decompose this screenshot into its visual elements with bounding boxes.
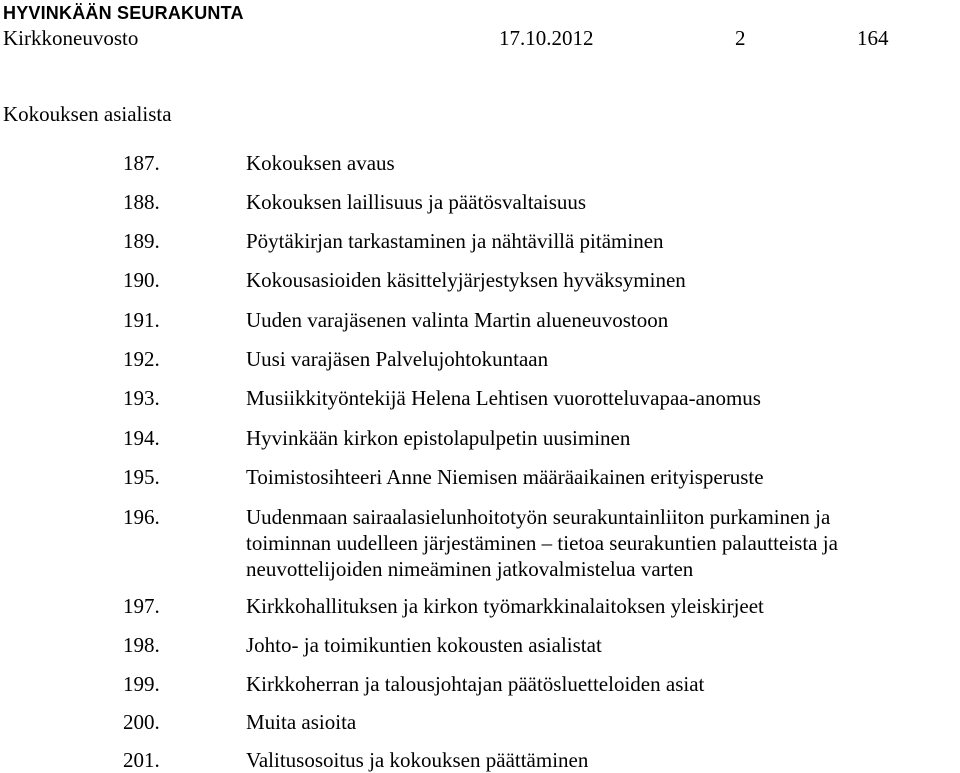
section-number: 2 [735, 26, 746, 50]
agenda-item-title: Valitusosoitus ja kokouksen päättäminen [246, 748, 589, 772]
agenda-item-number: 201. [123, 748, 160, 772]
agenda-item-title: Musiikkityöntekijä Helena Lehtisen vuorotteluvapaa-anomus [246, 386, 761, 410]
agenda-item-title: Johto- ja toimikuntien kokousten asialistat [246, 633, 602, 657]
governing-body: Kirkkoneuvosto [3, 26, 139, 50]
agenda-item-title: Uusi varajäsen Palvelujohtokuntaan [246, 347, 549, 371]
agenda-item-number: 194. [123, 426, 160, 450]
meeting-date: 17.10.2012 [499, 26, 594, 50]
agenda-item-title: Muita asioita [246, 710, 357, 734]
agenda-item-number: 187. [123, 151, 160, 175]
agenda-item-number: 198. [123, 633, 160, 657]
agenda-item-title: Pöytäkirjan tarkastaminen ja nähtävillä pitäminen [246, 229, 664, 253]
organization-name: HYVINKÄÄN SEURAKUNTA [3, 3, 244, 23]
agenda-title: Kokouksen asialista [3, 102, 172, 126]
agenda-item-number: 197. [123, 594, 160, 618]
agenda-item-title: Uuden varajäsenen valinta Martin alueneuvostoon [246, 308, 669, 332]
agenda-item-number: 193. [123, 386, 160, 410]
agenda-item-title: Hyvinkään kirkon epistolapulpetin uusiminen [246, 426, 631, 450]
agenda-item-number: 200. [123, 710, 160, 734]
agenda-item-number: 189. [123, 229, 160, 253]
agenda-item-number: 191. [123, 308, 160, 332]
page-number: 164 [857, 26, 889, 50]
agenda-item-number: 190. [123, 268, 160, 292]
agenda-item-title: Kirkkoherran ja talousjohtajan päätösluetteloiden asiat [246, 672, 705, 696]
agenda-item-number: 192. [123, 347, 160, 371]
agenda-item-title: Kokouksen laillisuus ja päätösvaltaisuus [246, 190, 587, 214]
agenda-item-title: Kokousasioiden käsittelyjärjestyksen hyväksyminen [246, 268, 686, 292]
agenda-item-title: Kirkkohallituksen ja kirkon työmarkkinalaitoksen yleiskirjeet [246, 594, 764, 618]
agenda-item-title: Uudenmaan sairaalasielunhoitotyön seurakuntainliiton purkaminen ja toiminnan uudelleen järjestäminen – tietoa seurakuntien palautteista ja neuvottelijoiden nimeäminen jatkovalmistelua varten [246, 505, 838, 581]
agenda-item-number: 188. [123, 190, 160, 214]
agenda-item-title: Toimistosihteeri Anne Niemisen määräaikainen erityisperuste [246, 465, 764, 489]
agenda-item-number: 195. [123, 465, 160, 489]
agenda-item-number: 199. [123, 672, 160, 696]
agenda-item-number: 196. [123, 505, 160, 529]
agenda-item-title: Kokouksen avaus [246, 151, 395, 175]
